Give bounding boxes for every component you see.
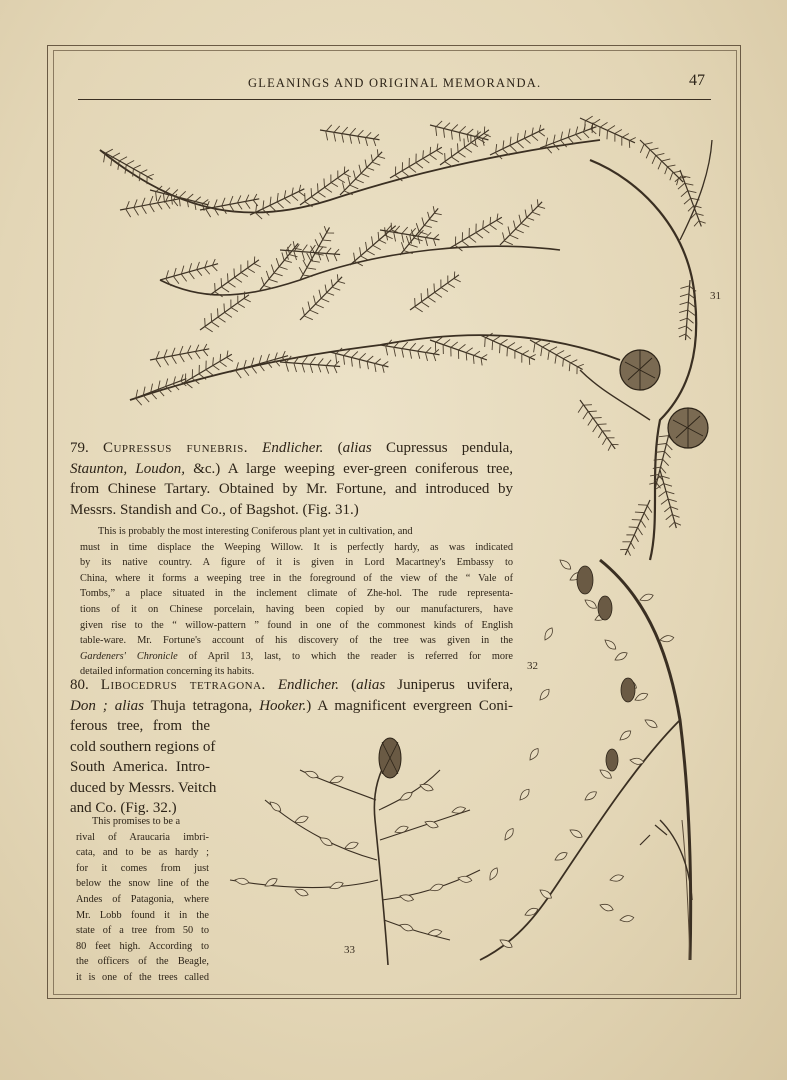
article-79-line-2: Staunton, Loudon, &c.) A large weeping ever-green coniferous tree, bbox=[70, 460, 513, 477]
note-79-line: table-ware. Mr. Fortune's account of his discovery of the tree was given in the bbox=[80, 635, 513, 647]
note-79-line: Gardeners' Chronicle of April 13, last, to which the reader is referred for more bbox=[80, 650, 513, 662]
note-80-line: below the snow line of the bbox=[76, 878, 209, 890]
article-80-body bbox=[70, 716, 217, 819]
note-79-line: given rise to the “ willow-pattern ” found in one of the commonest kinds of English bbox=[80, 619, 513, 631]
figure-31-label: 31 bbox=[710, 290, 721, 302]
note-80-line: for it comes from just bbox=[76, 862, 209, 874]
article-79-line-4: Messrs. Standish and Co., of Bagshot. (Fig. 31.) bbox=[70, 501, 359, 518]
article-79-line-1: 79. Cupressus funebris. Endlicher. (alias Cupressus pendula, bbox=[70, 440, 514, 456]
running-title: GLEANINGS AND ORIGINAL MEMORANDA. bbox=[248, 76, 542, 90]
figure-33-twig-detail bbox=[230, 738, 480, 965]
note-80-line: Andes of Patagonia, where bbox=[76, 893, 209, 905]
article-79-note bbox=[80, 524, 513, 680]
note-80-line: the officers of the Beagle, bbox=[76, 956, 209, 968]
note-79-line: Tombs,” a place situated in the inclement climate of Zhe-hol. The rude representa- bbox=[80, 588, 513, 600]
figure-32-label: 32 bbox=[527, 660, 538, 672]
article-80-body-line: South America. Intro- bbox=[70, 759, 210, 775]
note-80-line: state of a tree from 50 to bbox=[76, 925, 209, 937]
article-80-body-line: ferous tree, from the bbox=[70, 718, 210, 734]
note-79-line: must in time displace the Weeping Willow. It is perfectly hardy, as was indicated bbox=[80, 541, 513, 553]
article-80-heading bbox=[70, 675, 513, 716]
article-80-line-1: 80. Libocedrus tetragona. Endlicher. (alias Juniperus uvifera, bbox=[70, 677, 514, 693]
note-79-line: This is probably the most interesting Coniferous plant yet in cultivation, and bbox=[98, 526, 413, 537]
note-80-line: 80 feet high. According to bbox=[76, 940, 209, 952]
article-79-heading bbox=[70, 438, 513, 520]
article-80-body-line: and Co. (Fig. 32.) bbox=[70, 800, 177, 816]
page-number: 47 bbox=[689, 72, 705, 89]
note-80-line: it is one of the trees called bbox=[76, 971, 209, 983]
article-80-line-2: Don ; alias Thuja tetragona, Hooker.) A magnificent evergreen Coni- bbox=[70, 697, 514, 714]
article-80-note bbox=[76, 814, 209, 986]
figure-33-label: 33 bbox=[344, 944, 355, 956]
note-79-line: China, where it forms a weeping tree in the foreground of the view of the “ Vale of bbox=[80, 572, 513, 584]
article-79-line-3: from Chinese Tartary. Obtained by Mr. Fortune, and introduced by bbox=[70, 481, 513, 497]
note-79-line: tions of it on Chinese porcelain, having been copied by our manufacturers, have bbox=[80, 603, 513, 615]
note-79-line: detailed information concerning its habits. bbox=[80, 666, 255, 678]
note-79-line: by its native country. A figure of it is given in Lord Macartney's Embassy to bbox=[80, 557, 513, 569]
article-80-body-line: duced by Messrs. Veitch bbox=[70, 779, 217, 796]
note-80-line: cata, and to be as hardy ; bbox=[76, 847, 209, 859]
note-80-line: This promises to be a bbox=[92, 816, 181, 827]
note-80-line: rival of Araucaria imbri- bbox=[76, 831, 209, 843]
cypress-cones bbox=[620, 350, 708, 448]
note-80-line: Mr. Lobb found it in the bbox=[76, 909, 209, 921]
article-80-body-line: cold southern regions of bbox=[70, 738, 216, 755]
